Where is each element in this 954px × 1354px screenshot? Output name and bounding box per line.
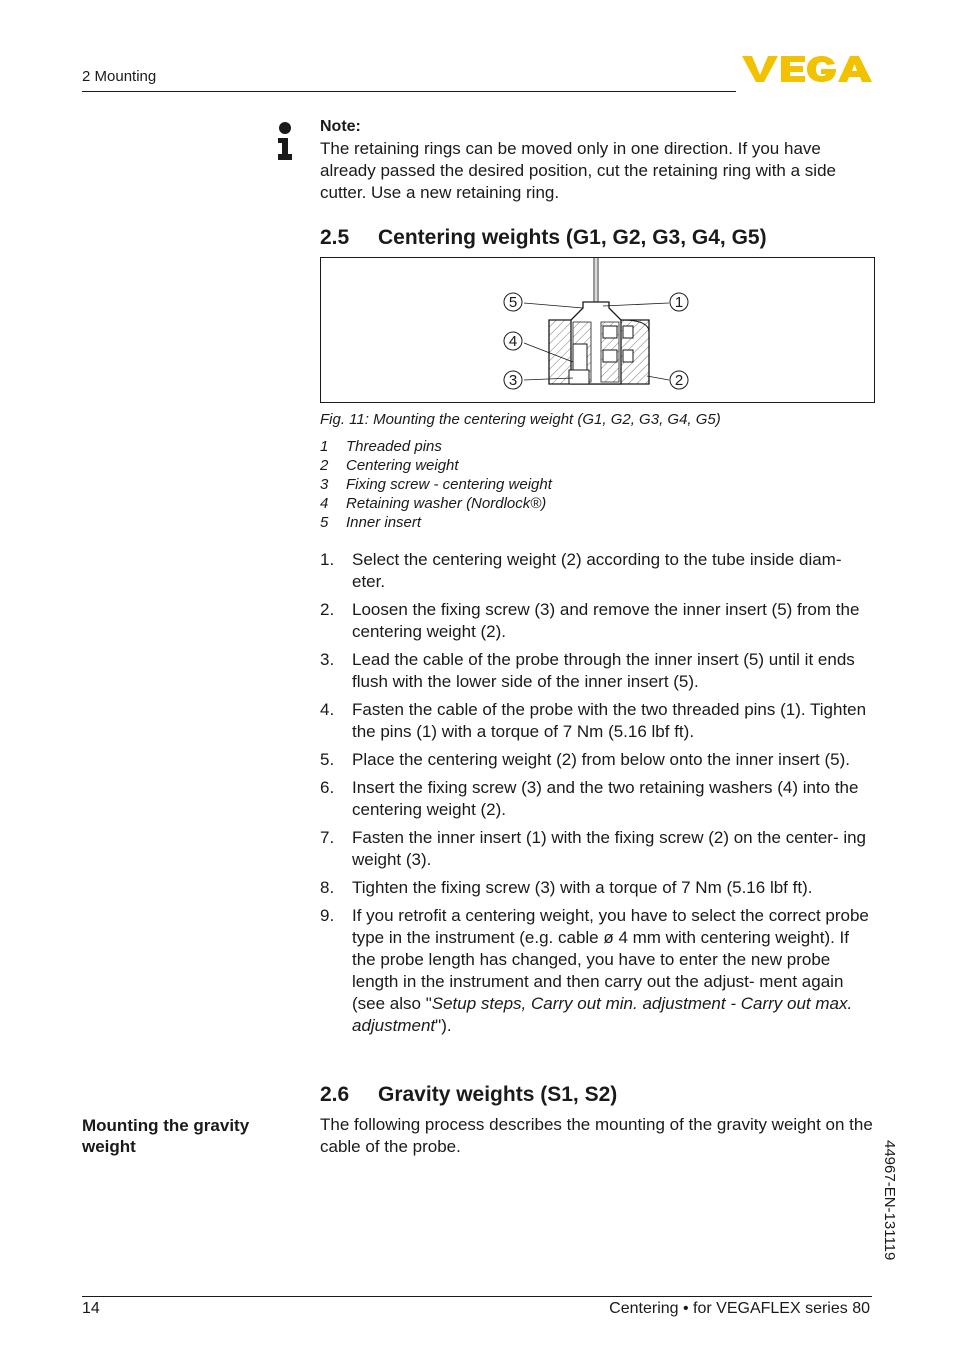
note-block bbox=[320, 116, 880, 204]
info-icon bbox=[276, 121, 294, 168]
vega-logo bbox=[741, 52, 873, 91]
step-item: 9. If you retrofit a centering weight, you have to select the correct probe type in the instrument (e.g. cable ø 4 mm with centering weight). If the probe length has changed, you have to enter the new probe length in the instrument and then carry out the adjust- ment again (see also "Setup steps, Carry out min. adjustment - Carry out max. adjustment"). bbox=[320, 906, 869, 1035]
legend-item: 5 Inner insert bbox=[320, 514, 422, 531]
callout-5: 5 bbox=[508, 294, 518, 311]
section-number: 2.6 bbox=[320, 1083, 350, 1106]
step-item: 8. Tighten the fixing screw (3) with a torque of 7 Nm (5.16 lbf ft). bbox=[320, 878, 813, 897]
callout-3: 3 bbox=[508, 372, 518, 389]
section-heading-2-6 bbox=[320, 1083, 617, 1107]
step-item: 3. Lead the cable of the probe through the inner insert (5) until it ends flush with the lower side of the inner insert (5). bbox=[320, 650, 855, 691]
step-item: 6. Insert the fixing screw (3) and the two retaining washers (4) into the centering weight (2). bbox=[320, 778, 859, 819]
legend-item: 3 Fixing screw - centering weight bbox=[320, 476, 552, 493]
reference-italic: Setup steps, Carry out min. adjustment - Carry out max. adjustment bbox=[352, 994, 853, 1035]
figure-centering-weight bbox=[320, 257, 875, 403]
centering-weight-drawing bbox=[321, 258, 874, 402]
step-item: 7. Fasten the inner insert (1) with the fixing screw (2) on the center- ing weight (3). bbox=[320, 828, 867, 869]
document-id: 44967-EN-131119 bbox=[881, 1140, 898, 1261]
header-divider bbox=[82, 91, 736, 92]
mounting-steps-list bbox=[320, 549, 875, 1043]
figure-legend bbox=[320, 437, 552, 532]
note-title: Note: bbox=[320, 118, 361, 135]
footer-title: Centering • for VEGAFLEX series 80 bbox=[609, 1300, 870, 1317]
callout-4: 4 bbox=[508, 333, 518, 350]
footer-divider bbox=[82, 1296, 872, 1297]
legend-item: 1 Threaded pins bbox=[320, 438, 442, 455]
figure-caption: Fig. 11: Mounting the centering weight (G1, G2, G3, G4, G5) bbox=[320, 411, 721, 428]
gravity-weight-intro: The following process describes the mounting of the gravity weight on the cable of the probe. bbox=[320, 1115, 873, 1156]
legend-item: 2 Centering weight bbox=[320, 457, 459, 474]
side-label-mounting-gravity-weight: Mounting the gravity weight bbox=[82, 1116, 250, 1156]
step-item: 5. Place the centering weight (2) from below onto the inner insert (5). bbox=[320, 750, 850, 769]
note-text: The retaining rings can be moved only in one direction. If you have already passed the desired position, cut the retaining ring with a side cutter. Use a new retaining ring. bbox=[320, 139, 836, 202]
section-heading-2-5 bbox=[320, 226, 767, 250]
callout-1: 1 bbox=[674, 294, 684, 311]
section-title: Centering weights (G1, G2, G3, G4, G5) bbox=[378, 226, 767, 249]
legend-item: 4 Retaining washer (Nordlock®) bbox=[320, 495, 547, 512]
section-title: Gravity weights (S1, S2) bbox=[378, 1083, 618, 1106]
callout-2: 2 bbox=[674, 372, 684, 389]
section-number: 2.5 bbox=[320, 226, 350, 249]
step-item: 2. Loosen the fixing screw (3) and remove the inner insert (5) from the centering weight (2). bbox=[320, 600, 860, 641]
page-number: 14 bbox=[82, 1300, 100, 1317]
step-item: 4. Fasten the cable of the probe with the two threaded pins (1). Tighten the pins (1) with a torque of 7 Nm (5.16 lbf ft). bbox=[320, 700, 867, 741]
step-item: 1. Select the centering weight (2) according to the tube inside diam- eter. bbox=[320, 550, 842, 591]
header-section-title: 2 Mounting bbox=[82, 68, 157, 85]
